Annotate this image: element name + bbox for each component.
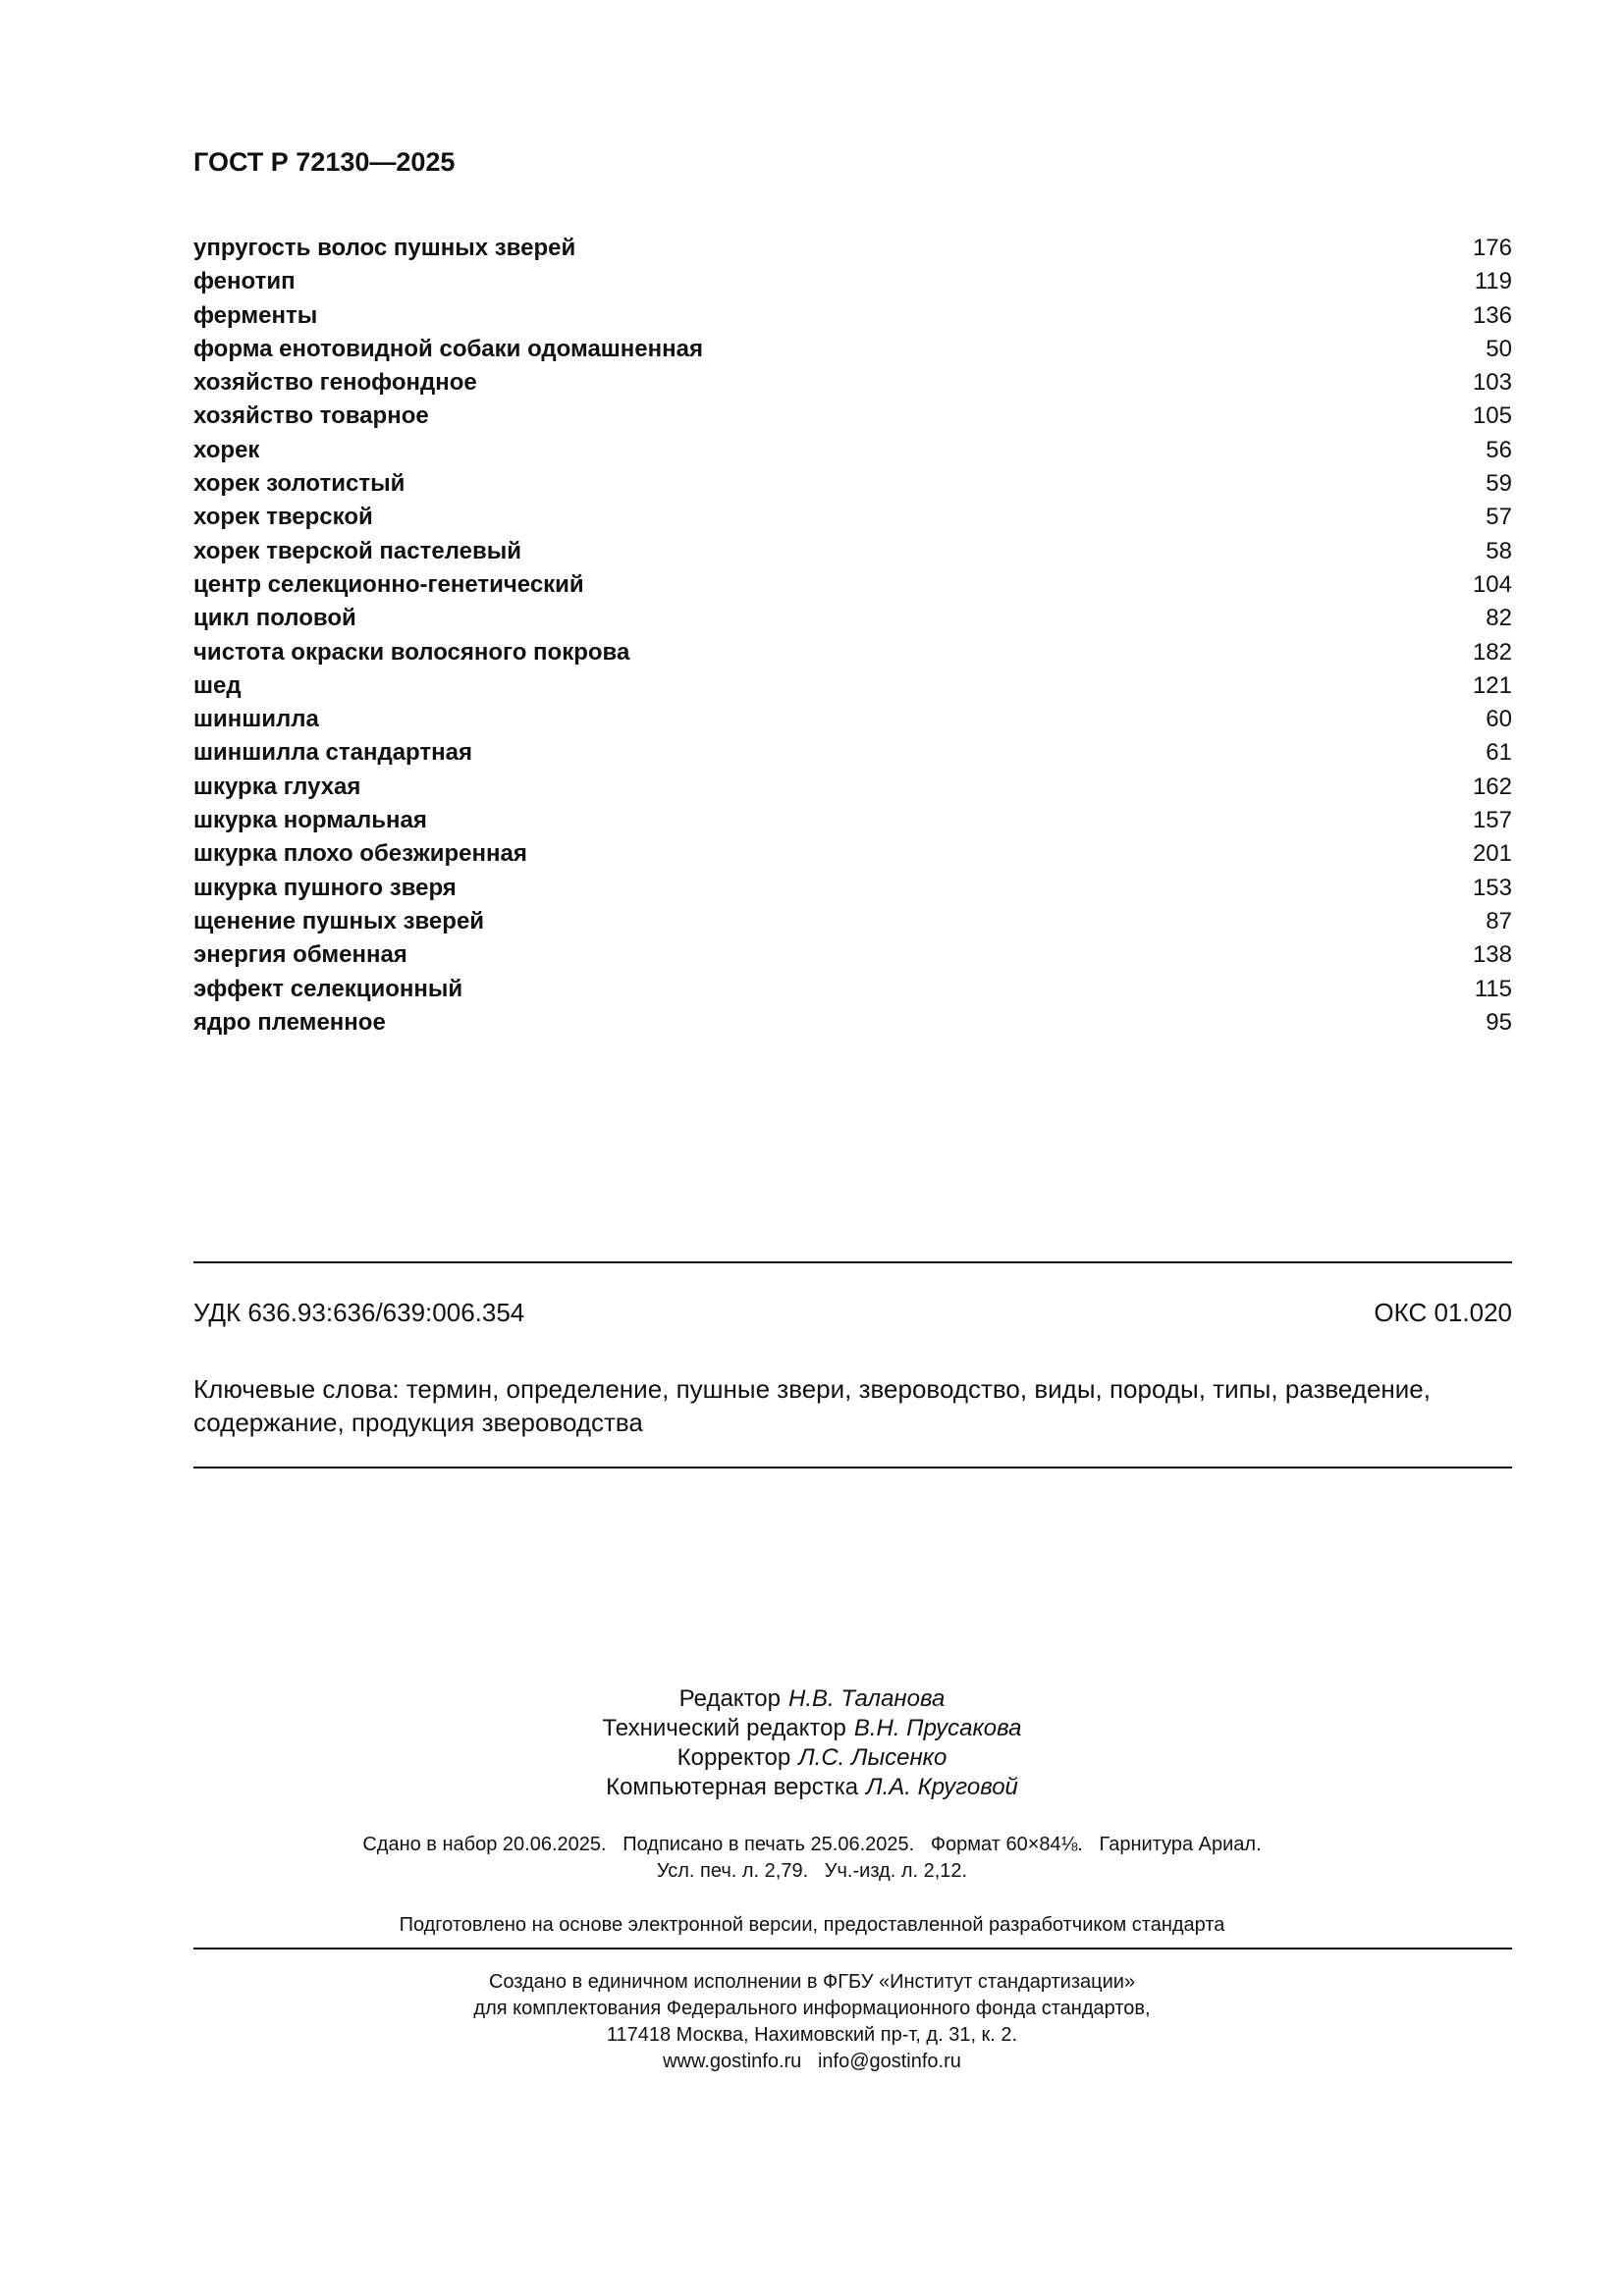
index-term: чистота окраски волосяного покрова xyxy=(193,638,630,666)
index-row xyxy=(193,366,1512,400)
index-page-number: 104 xyxy=(1472,570,1512,598)
index-page-number: 60 xyxy=(1486,706,1512,733)
index-page-number: 95 xyxy=(1486,1008,1512,1036)
credits xyxy=(0,1684,1624,1802)
index-term: хорек золотистый xyxy=(193,470,406,498)
credit-tech-editor: Технический редактор В.Н. Прусакова xyxy=(602,1715,1022,1741)
index-term: ферменты xyxy=(193,301,318,329)
index-row xyxy=(193,804,1512,837)
index-row xyxy=(193,232,1512,265)
document-id: ГОСТ Р 72130—2025 xyxy=(193,147,456,177)
divider xyxy=(193,1261,1512,1263)
index-row xyxy=(193,1006,1512,1040)
index-page-number: 153 xyxy=(1472,874,1512,901)
prepared-note: Подготовлено на основе электронной версии, предоставленной разработчиком стандарта xyxy=(399,1914,1225,1936)
index-term: шед xyxy=(193,671,242,699)
index-page-number: 136 xyxy=(1472,301,1512,329)
publisher-links: www.gostinfo.ru info@gostinfo.ru xyxy=(663,2051,961,2072)
index-row xyxy=(193,636,1512,669)
index-term: шкурка пушного зверя xyxy=(193,874,457,901)
classification-row xyxy=(193,1298,1512,1328)
index-term: хозяйство генофондное xyxy=(193,369,477,397)
index-term: шкурка глухая xyxy=(193,773,361,800)
index-page-number: 201 xyxy=(1472,840,1512,868)
index-page-number: 157 xyxy=(1472,807,1512,834)
index-term: фенотип xyxy=(193,268,296,295)
index-term: хорек тверской xyxy=(193,504,373,531)
index-term: шиншилла стандартная xyxy=(193,739,472,767)
index-term: шкурка плохо обезжиренная xyxy=(193,840,527,868)
index-term: хозяйство товарное xyxy=(193,402,429,430)
publisher-line: 117418 Москва, Нахимовский пр-т, д. 31, к. 2. xyxy=(606,2024,1018,2046)
index-page-number: 59 xyxy=(1486,470,1512,498)
index-term: шиншилла xyxy=(193,706,319,733)
print-info-line: Усл. печ. л. 2,79. Уч.-изд. л. 2,12. xyxy=(656,1860,968,1882)
index-row xyxy=(193,736,1512,770)
keywords: Ключевые слова: термин, определение, пушные звери, звероводство, виды, породы, типы, разведение, содержание, продукция звероводства xyxy=(193,1374,1431,1437)
index-page-number: 176 xyxy=(1472,235,1512,261)
divider xyxy=(193,1948,1512,1949)
index-term: щенение пушных зверей xyxy=(193,907,485,934)
index-row xyxy=(193,938,1512,972)
index-page-number: 103 xyxy=(1472,369,1512,397)
index-page-number: 57 xyxy=(1486,504,1512,531)
credit-proofreader: Корректор Л.С. Лысенко xyxy=(677,1744,947,1771)
index-term: хорек тверской пастелевый xyxy=(193,537,521,564)
index-term: центр селекционно-генетический xyxy=(193,570,584,598)
udk-code: УДК 636.93:636/639:006.354 xyxy=(193,1298,525,1327)
index-page-number: 50 xyxy=(1486,335,1512,362)
index-term: форма енотовидной собаки одомашненная xyxy=(193,335,703,362)
credit-layout: Компьютерная верстка Л.А. Круговой xyxy=(606,1774,1018,1800)
divider xyxy=(193,1467,1512,1468)
index-page-number: 121 xyxy=(1472,671,1512,699)
oks-code: ОКС 01.020 xyxy=(1374,1298,1512,1327)
index-page-number: 58 xyxy=(1486,537,1512,564)
index-term: энергия обменная xyxy=(193,941,407,969)
index-row xyxy=(193,265,1512,298)
index-page-number: 119 xyxy=(1474,268,1512,295)
index-term: цикл половой xyxy=(193,605,356,632)
print-info xyxy=(0,1832,1624,1885)
index-term: хорек xyxy=(193,436,260,463)
index-row xyxy=(193,400,1512,433)
index-row xyxy=(193,872,1512,905)
index-page-number: 61 xyxy=(1486,739,1512,767)
index-row xyxy=(193,771,1512,804)
index-page-number: 56 xyxy=(1486,436,1512,463)
index-row xyxy=(193,568,1512,602)
index-row xyxy=(193,333,1512,366)
index-term: упругость волос пушных зверей xyxy=(193,235,576,261)
publisher-line: Создано в единичном исполнении в ФГБУ «Институт стандартизации» xyxy=(488,1971,1136,1993)
index-page-number: 138 xyxy=(1472,941,1512,969)
index-row xyxy=(193,602,1512,635)
index-page-number: 115 xyxy=(1474,975,1512,1002)
index-page-number: 105 xyxy=(1472,402,1512,430)
index-term: ядро племенное xyxy=(193,1008,386,1036)
index-page-number: 82 xyxy=(1486,605,1512,632)
publisher-info xyxy=(0,1969,1624,2075)
index-row xyxy=(193,535,1512,568)
index-row xyxy=(193,703,1512,736)
index-term: эффект селекционный xyxy=(193,975,463,1002)
index-page-number: 182 xyxy=(1472,638,1512,666)
publisher-line: для комплектования Федерального информационного фонда стандартов, xyxy=(473,1998,1151,2019)
index-page-number: 162 xyxy=(1472,773,1512,800)
index-row xyxy=(193,299,1512,333)
index-row xyxy=(193,669,1512,703)
index-page-number: 87 xyxy=(1486,907,1512,934)
subject-index xyxy=(193,232,1512,1040)
print-info-line: Сдано в набор 20.06.2025. Подписано в печать 25.06.2025. Формат 60×84⅛. Гарнитура Ариал. xyxy=(362,1834,1262,1855)
index-row xyxy=(193,434,1512,467)
index-row xyxy=(193,905,1512,938)
index-row xyxy=(193,973,1512,1006)
index-row xyxy=(193,467,1512,501)
index-term: шкурка нормальная xyxy=(193,807,427,834)
credit-editor: Редактор Н.В. Таланова xyxy=(678,1685,946,1712)
index-row xyxy=(193,501,1512,534)
index-row xyxy=(193,837,1512,871)
